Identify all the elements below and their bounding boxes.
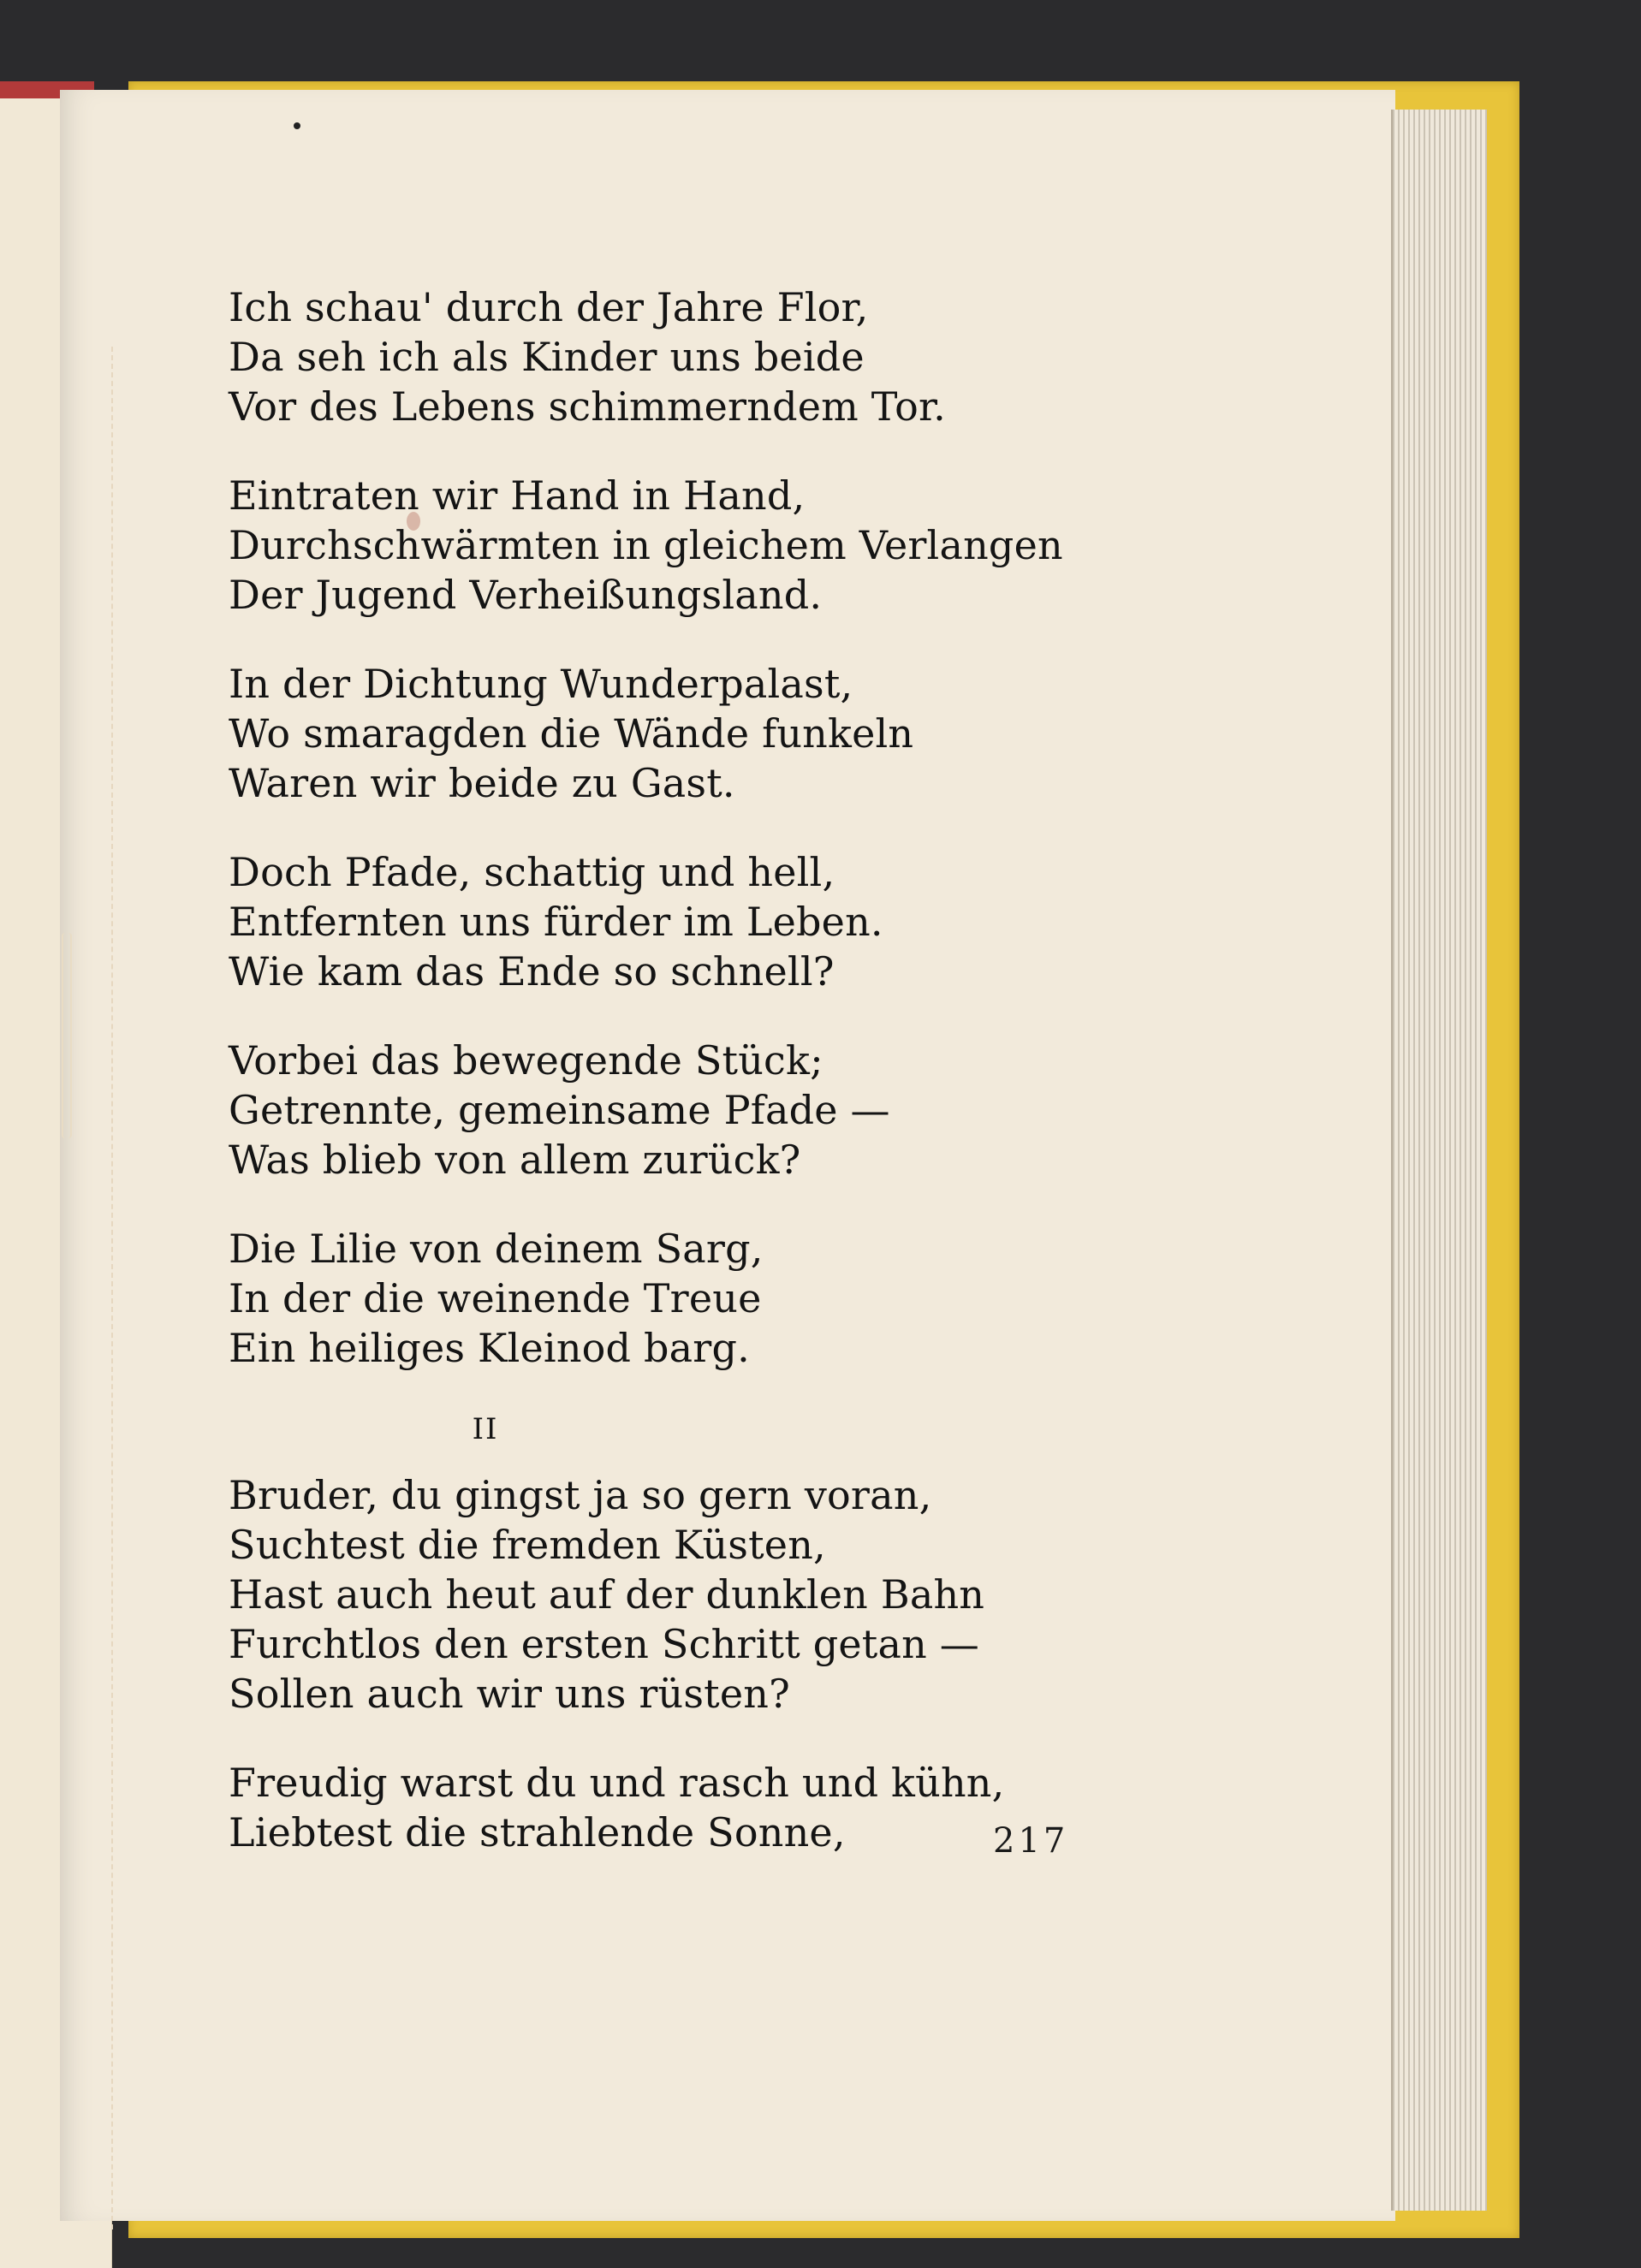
poem-line: Furchtlos den ersten Schritt getan — [229,1621,979,1667]
poem-line: Vor des Lebens schimmerndem Tor. [229,383,946,430]
poem-line: Da seh ich als Kinder uns beide [229,334,865,380]
poem-line: Die Lilie von deinem Sarg, [229,1226,764,1272]
binding-thread [62,933,72,1138]
poem-line: Liebtest die strahlende Sonne, [229,1809,846,1855]
poem-line: Bruder, du gingst ja so gern voran, [229,1472,932,1518]
poem-line: Suchtest die fremden Küsten, [229,1522,826,1568]
stanza-4 [229,847,1127,996]
section-numeral: II [472,1412,499,1446]
poem-line: Was blieb von allem zurück? [229,1137,801,1183]
stanza-7 [229,1470,1127,1719]
ink-dot [294,122,300,129]
stanza-3 [229,659,1127,808]
poem-line: Doch Pfade, schattig und hell, [229,849,835,895]
poem-line: Ein heiliges Kleinod barg. [229,1325,750,1371]
poem-line: In der die weinende Treue [229,1275,762,1321]
poem-line: Vorbei das bewegende Stück; [229,1037,823,1084]
poem-line: Waren wir beide zu Gast. [229,760,735,806]
page-number: 217 [993,1821,1069,1861]
poem-line: Eintraten wir Hand in Hand, [229,472,806,519]
poem-line: Durchschwärmten in gleichem Verlangen [229,522,1063,568]
poem-line: Wo smaragden die Wände funkeln [229,710,914,757]
poem-line: Freudig warst du und rasch und kühn, [229,1760,1005,1806]
poem-line: Sollen auch wir uns rüsten? [229,1671,790,1717]
poem-line: Getrennte, gemeinsame Pfade — [229,1087,890,1133]
poem-line: Der Jugend Verheißungsland. [229,572,823,618]
poem-line: In der Dichtung Wunderpalast, [229,661,853,707]
poem-line: Wie kam das Ende so schnell? [229,948,835,994]
stanza-5 [229,1036,1127,1184]
stanza-1 [229,282,1127,431]
stanza-6 [229,1224,1127,1373]
poem-line: Entfernten uns fürder im Leben. [229,899,883,945]
sewing-line [111,347,118,2229]
poem-line: Ich schau' durch der Jahre Flor, [229,284,869,330]
stanza-2 [229,471,1127,620]
poem-text [229,282,1127,1897]
poem-line: Hast auch heut auf der dunklen Bahn [229,1571,985,1618]
page-edges [1391,110,1487,2211]
